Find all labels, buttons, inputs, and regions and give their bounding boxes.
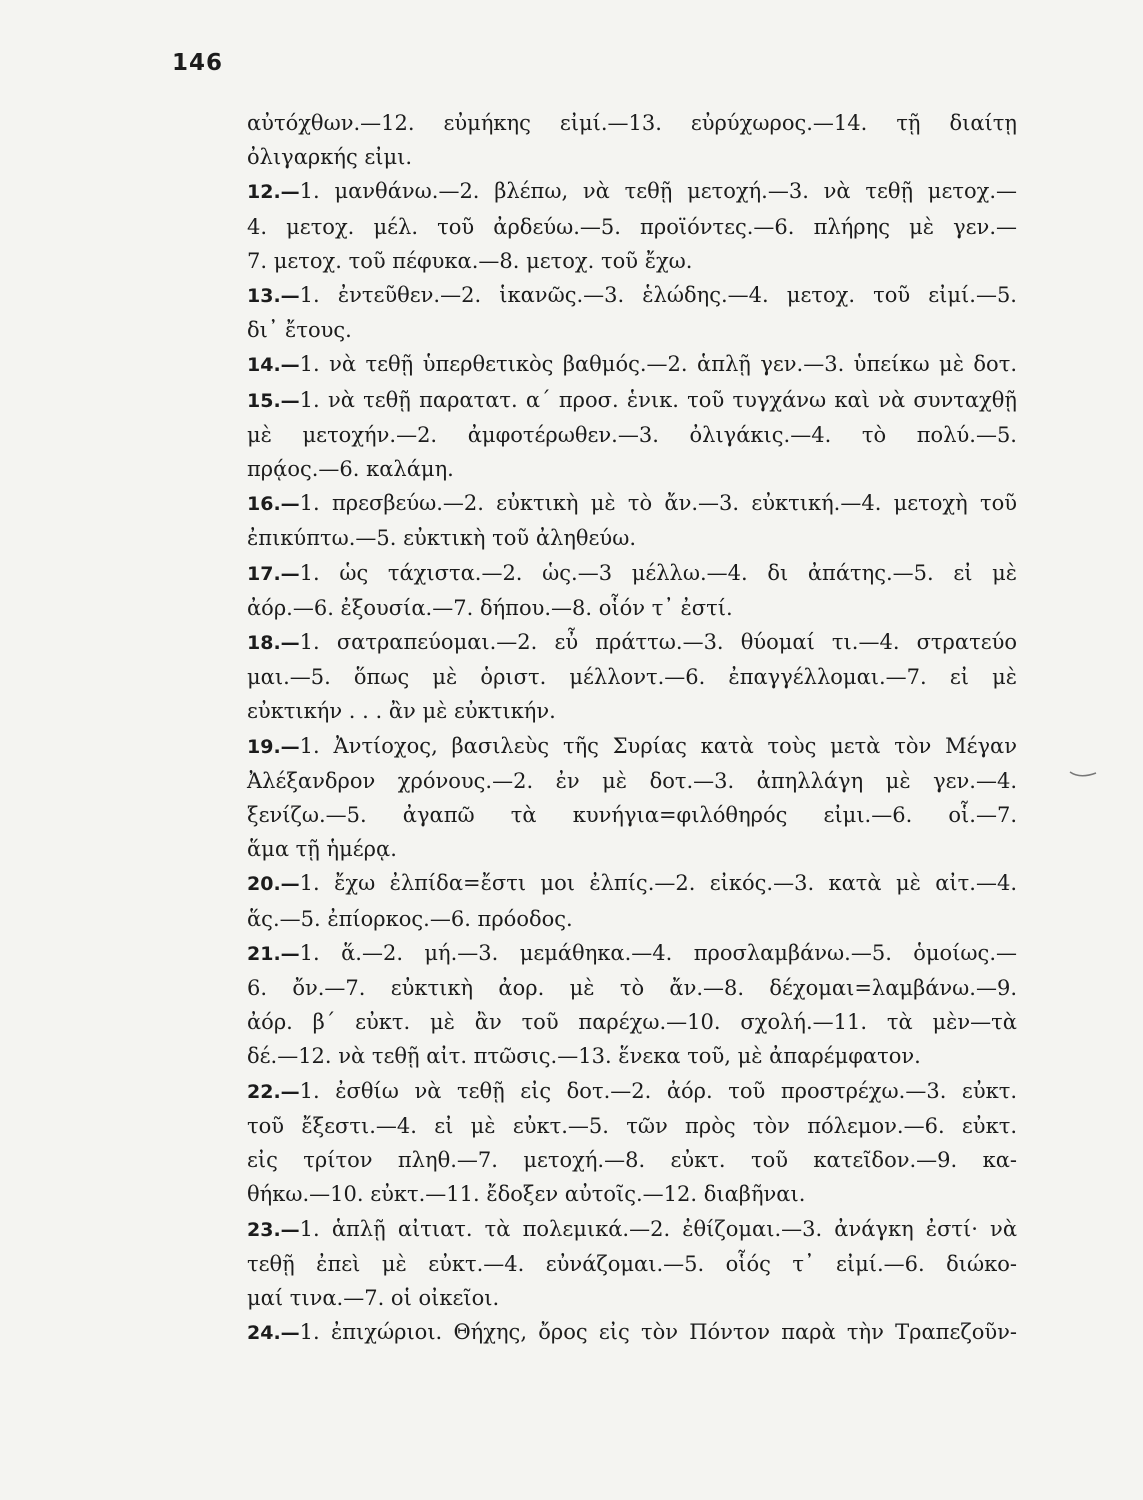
- entry-20: [172, 866, 1017, 935]
- text-line: [247, 866, 1017, 901]
- entry-number: 24.—: [247, 1322, 300, 1345]
- text-line-content: 1. νὰ τεθῇ ὑπερθετικὸς βαθμός.—2. ἁπλῇ γεν.—3. ὑπείκω μὲ δοτ.: [299, 352, 1017, 377]
- text-line-content: 1. νὰ τεθῇ παρατατ. α΄ προσ. ἑνικ. τοῦ τυγχάνω καὶ νὰ συνταχθῇ: [299, 387, 1017, 412]
- text-line: μαί τινα.—7. οἱ οἰκεῖοι.: [247, 1285, 500, 1310]
- text-line: [247, 383, 1017, 418]
- text-line: τεθῇ ἐπεὶ μὲ εὐκτ.—4. εὐνάζομαι.—5. οἷός τ᾿ εἰμί.—6. διώκο-: [247, 1251, 1017, 1276]
- entry-number: 16.—: [247, 493, 300, 516]
- entry-16: [172, 486, 1017, 555]
- entry-23: [172, 1212, 1017, 1316]
- text-line: [247, 1212, 1017, 1247]
- entry-number: 12.—: [247, 181, 300, 204]
- entry-21: [172, 936, 1017, 1074]
- text-line: τοῦ ἔξεστι.—4. εἰ μὲ εὐκτ.—5. τῶν πρὸς τὸν πόλεμον.—6. εὐκτ.: [247, 1113, 1017, 1138]
- text-line: ἐπικύπτω.—5. εὐκτικὴ τοῦ ἀληθεύω.: [247, 526, 636, 551]
- text-line-content: 1. ἔχω ἐλπίδα=ἔστι μοι ἐλπίς.—2. εἰκός.—3. κατὰ μὲ αἰτ.—4.: [299, 871, 1017, 896]
- text-line-content: 1. σατραπεύομαι.—2. εὖ πράττω.—3. θύομαί τι.—4. στρατεύο: [299, 630, 1017, 655]
- entry-number: 15.—: [247, 389, 300, 412]
- text-line-content: 1. ἐντεῦθεν.—2. ἱκανῶς.—3. ἑλώδης.—4. μετοχ. τοῦ εἰμί.—5.: [299, 283, 1017, 308]
- text-line: ὀλιγαρκής εἰμι.: [247, 145, 413, 170]
- entry-number: 23.—: [247, 1218, 300, 1241]
- text-line: μαι.—5. ὅπως μὲ ὁριστ. μέλλοντ.—6. ἐπαγγέλλομαι.—7. εἰ μὲ: [247, 665, 1017, 690]
- text-line: δέ.—12. νὰ τεθῇ αἰτ. πτῶσις.—13. ἕνεκα τοῦ, μὲ ἀπαρέμφατον.: [247, 1044, 921, 1069]
- entry-number: 14.—: [247, 354, 300, 377]
- text-line: ἅμα τῇ ἡμέρᾳ.: [247, 837, 397, 862]
- text-line: [247, 936, 1017, 971]
- entry-15: [172, 383, 1017, 487]
- text-line: θήκω.—10. εὐκτ.—11. ἔδοξεν αὐτοῖς.—12. διαβῆναι.: [247, 1182, 806, 1207]
- text-line: [247, 174, 1017, 209]
- text-line: πρᾴος.—6. καλάμη.: [247, 457, 454, 482]
- margin-mark-icon: [1068, 770, 1098, 780]
- text-line: [247, 729, 1017, 764]
- entry-continued: [172, 106, 1017, 174]
- text-line-content: 1. ἁπλῇ αἰτιατ. τὰ πολεμικά.—2. ἐθίζομαι.—3. ἀνάγκη ἐστί· νὰ: [299, 1216, 1017, 1241]
- entry-14: [172, 347, 1017, 382]
- entry-number: 22.—: [247, 1080, 300, 1103]
- entry-number: 18.—: [247, 632, 300, 655]
- text-line-content: 1. Ἀντίοχος, βασιλεὺς τῆς Συρίας κατὰ τοὺς μετὰ τὸν Μέγαν: [299, 733, 1017, 758]
- text-line: εὐκτικήν . . . ἂν μὲ εὐκτικήν.: [247, 699, 556, 724]
- text-line: ἀόρ.—6. ἐξουσία.—7. δήπου.—8. οἷόν τ᾿ ἐστί.: [247, 595, 733, 620]
- text-line: Ἀλέξανδρον χρόνους.—2. ἐν μὲ δοτ.—3. ἀπηλλάγη μὲ γεν.—4.: [247, 768, 1017, 793]
- answer-key-text: [172, 106, 1017, 1350]
- page-number: 146: [172, 50, 224, 76]
- text-line-content: 1. ἐσθίω νὰ τεθῇ εἰς δοτ.—2. ἀόρ. τοῦ προστρέχω.—3. εὐκτ.: [299, 1078, 1017, 1103]
- text-line: [247, 556, 1017, 591]
- entry-number: 13.—: [247, 285, 300, 308]
- text-line: [247, 1315, 1017, 1350]
- entry-number: 20.—: [247, 873, 300, 896]
- text-line: μὲ μετοχήν.—2. ἀμφοτέρωθεν.—3. ὀλιγάκις.—4. τὸ πολύ.—5.: [247, 422, 1017, 447]
- text-line: [247, 625, 1017, 660]
- entry-22: [172, 1074, 1017, 1212]
- text-line: εἰς τρίτον πληθ.—7. μετοχή.—8. εὐκτ. τοῦ κατεῖδον.—9. κα-: [247, 1148, 1017, 1173]
- text-line: 6. ὄν.—7. εὐκτικὴ ἀορ. μὲ τὸ ἄν.—8. δέχομαι=λαμβάνω.—9.: [247, 976, 1017, 1001]
- text-line: αὐτόχθων.—12. εὐμήκης εἰμί.—13. εὐρύχωρος.—14. τῇ διαίτῃ: [247, 111, 1017, 135]
- entry-number: 19.—: [247, 735, 300, 758]
- text-line: ἀόρ. β΄ εὐκτ. μὲ ἂν τοῦ παρέχω.—10. σχολή.—11. τὰ μὲν—τὰ: [247, 1010, 1017, 1035]
- text-line: [247, 278, 1017, 313]
- entry-19: [172, 729, 1017, 867]
- entry-12: [172, 174, 1017, 278]
- text-line: 7. μετοχ. τοῦ πέφυκα.—8. μετοχ. τοῦ ἔχω.: [247, 248, 693, 273]
- text-line: 4. μετοχ. μέλ. τοῦ ἀρδεύω.—5. προϊόντες.—6. πλήρης μὲ γεν.—: [247, 214, 1017, 239]
- text-line: δι᾿ ἔτους.: [247, 318, 352, 343]
- entry-17: [172, 556, 1017, 625]
- text-line: [247, 347, 1017, 382]
- text-line-content: 1. πρεσβεύω.—2. εὐκτικὴ μὲ τὸ ἄν.—3. εὐκτική.—4. μετοχὴ τοῦ: [299, 491, 1017, 516]
- entry-number: 17.—: [247, 562, 300, 585]
- text-line-content: 1. ἅ.—2. μή.—3. μεμάθηκα.—4. προσλαμβάνω.—5. ὁμοίως.—: [299, 940, 1017, 965]
- text-line-content: 1. μανθάνω.—2. βλέπω, νὰ τεθῇ μετοχή.—3. νὰ τεθῇ μετοχ.—: [299, 179, 1017, 204]
- entry-13: [172, 278, 1017, 347]
- text-line-content: 1. ἐπιχώριοι. Θήχης, ὄρος εἰς τὸν Πόντον παρὰ τὴν Τραπεζοῦν-: [299, 1320, 1017, 1345]
- text-line: [247, 1074, 1017, 1109]
- entry-number: 21.—: [247, 942, 300, 965]
- text-line-content: 1. ὡς τάχιστα.—2. ὡς.—3 μέλλω.—4. δι ἀπάτης.—5. εἰ μὲ: [299, 560, 1017, 585]
- entry-24: [172, 1315, 1017, 1350]
- text-line: ἅς.—5. ἐπίορκος.—6. πρόοδος.: [247, 906, 573, 931]
- text-line: [247, 486, 1017, 521]
- text-line: ξενίζω.—5. ἀγαπῶ τὰ κυνήγια=φιλόθηρός εἰμι.—6. οἷ.—7.: [247, 803, 1017, 828]
- entry-18: [172, 625, 1017, 729]
